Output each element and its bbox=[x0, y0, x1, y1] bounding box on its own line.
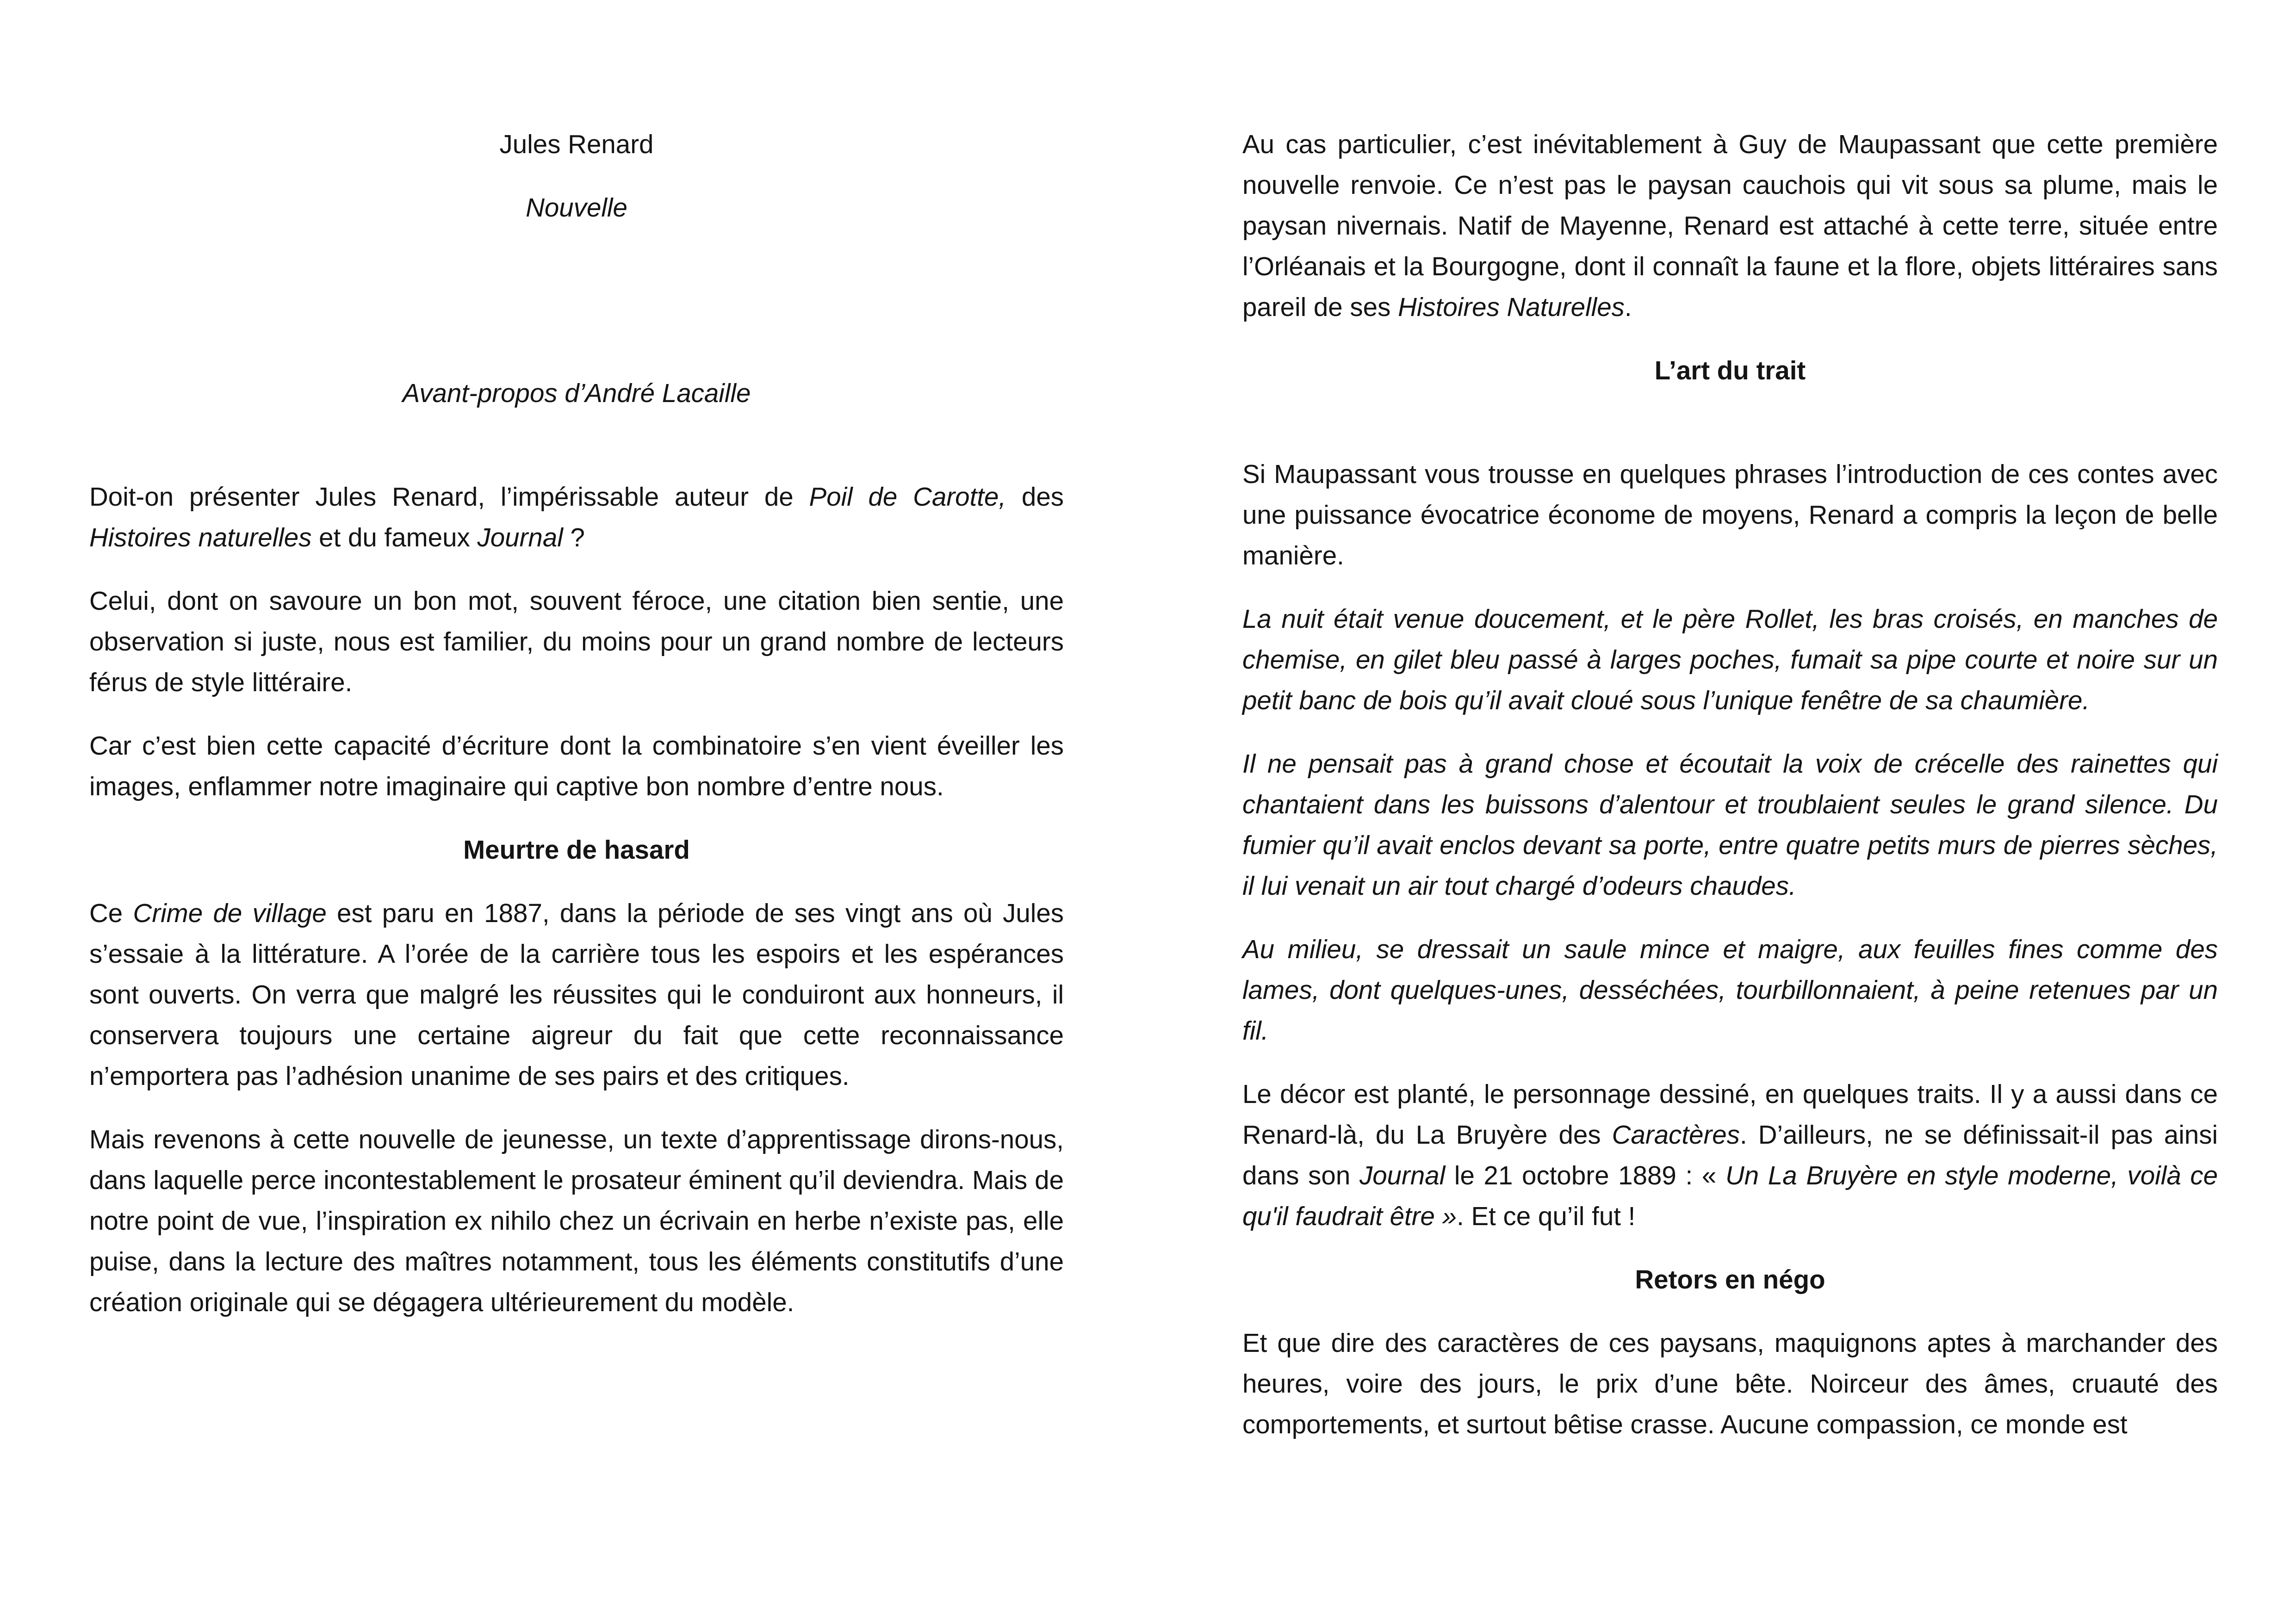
book-title-histoires-naturelles: Histoires naturelles bbox=[89, 523, 312, 552]
right-page bbox=[1242, 124, 2218, 1468]
paragraph-ecriture: Car c’est bien cette capacité d’écriture dont la combinatoire s’en vient éveiller les images, enflammer notre imaginaire qui captive bon nombre d’entre nous. bbox=[89, 731, 1064, 801]
book-title-caracteres: Caractères bbox=[1612, 1120, 1740, 1149]
book-title-poil-de-carotte: Poil de Carotte, bbox=[809, 482, 1006, 511]
paragraph-paysans: Et que dire des caractères de ces paysans, maquignons aptes à marchander des heures, voire des jours, le prix d’une bête. Noirceur des âmes, cruauté des comportements, et surtout bêtise crasse. Aucune compassion, ce monde est bbox=[1242, 1328, 2218, 1439]
book-title-histoires-naturelles: Histoires Naturelles bbox=[1398, 292, 1625, 322]
paragraph-intro bbox=[89, 477, 1064, 558]
book-title-journal: Journal bbox=[1359, 1161, 1446, 1190]
text-run: ? bbox=[563, 523, 585, 552]
text-run: est paru en 1887, dans la période de ses vingt ans où Jules s’essaie à la littérature. A l’orée de la carrière tous les espoirs et les espérances sont ouverts. On verra que malgré les réussites qui le conduiront aux honneurs, il conservera toujours une certaine aigreur du fait que cette reconnaissance n’emportera pas l’adhésion unanime de ses pairs et des critiques. bbox=[89, 898, 1064, 1090]
text-run: . bbox=[1624, 292, 1632, 322]
text-run: . D’ailleurs, ne se définissait-il pas ainsi dans son bbox=[1242, 1120, 2218, 1190]
text-run: . Et ce qu’il fut ! bbox=[1457, 1202, 1636, 1231]
paragraph-lecon: Si Maupassant vous trousse en quelques phrases l’introduction de ces contes avec une puissance évocatrice économe de moyens, Renard a compris la leçon de belle manière. bbox=[1242, 459, 2218, 570]
text-run: Ce bbox=[89, 898, 133, 928]
section-heading-meurtre: Meurtre de hasard bbox=[463, 835, 690, 864]
paragraph-maupassant bbox=[1242, 124, 2218, 328]
author-name: Jules Renard bbox=[499, 130, 654, 159]
paragraph-jeunesse: Mais revenons à cette nouvelle de jeunesse, un texte d’apprentissage dirons-nous, dans laquelle perce incontestablement le prosateur éminent qu’il deviendra. Mais de notre point de vue, l’inspiration ex nihilo chez un écrivain en herbe n’existe pas, elle puise, dans la lecture des maîtres notamment, tous les éléments constitutifs d’une création originale qui se dégagera ultérieurement du modèle. bbox=[89, 1125, 1064, 1317]
preface-credit: Avant-propos d’André Lacaille bbox=[402, 378, 751, 408]
text-run: Au cas particulier, c’est inévitablement à Guy de Maupassant que cette première nouvelle renvoie. Ce n’est pas le paysan cauchois qui vit sous sa plume, mais le paysan nivernais. Natif de Mayenne, Renard est attaché à cette terre, située entre l’Orléanais et la Bourgogne, dont il connaît la faune et la flore, objets littéraires sans pareil de ses bbox=[1242, 130, 2218, 322]
text-run: des bbox=[1006, 482, 1064, 511]
text-run: Le décor est planté, le personnage dessiné, en quelques traits. Il y a aussi dans ce Renard-là, du La Bruyère des bbox=[1242, 1079, 2218, 1149]
text-run: le 21 octobre 1889 : « bbox=[1445, 1161, 1725, 1190]
text-run: Doit-on présenter Jules Renard, l’impérissable auteur de bbox=[89, 482, 809, 511]
section-heading-art-du-trait: L’art du trait bbox=[1654, 356, 1806, 385]
genre-subtitle: Nouvelle bbox=[526, 193, 627, 222]
quote-paragraph-2: Il ne pensait pas à grand chose et écoutait la voix de crécelle des rainettes qui chantaient dans les buissons d’alentour et troublaient seules le grand silence. Du fumier qu’il avait enclos devant sa porte, entre quatre petits murs de pierres sèches, il lui venait un air tout chargé d’odeurs chaudes. bbox=[1242, 749, 2218, 900]
text-run: et du fameux bbox=[311, 523, 478, 552]
paragraph-crime-de-village bbox=[89, 893, 1064, 1096]
paragraph-la-bruyere bbox=[1242, 1074, 2218, 1237]
section-heading-retors: Retors en négo bbox=[1635, 1265, 1825, 1294]
quote-paragraph-1: La nuit était venue doucement, et le père Rollet, les bras croisés, en manches de chemise, en gilet bleu passé à larges poches, fumait sa pipe courte et noire sur un petit banc de bois qu’il avait cloué sous l’unique fenêtre de sa chaumière. bbox=[1242, 604, 2218, 715]
left-page bbox=[89, 124, 1064, 1345]
quote-paragraph-3: Au milieu, se dressait un saule mince et maigre, aux feuilles fines comme des lames, dont quelques-unes, desséchées, tourbillonnaient, à peine retenues par un fil. bbox=[1242, 935, 2218, 1045]
book-title-crime-de-village: Crime de village bbox=[133, 898, 327, 928]
book-title-journal: Journal bbox=[477, 523, 563, 552]
paragraph-bon-mot: Celui, dont on savoure un bon mot, souvent féroce, une citation bien sentie, une observation si juste, nous est familier, du moins pour un grand nombre de lecteurs férus de style littéraire. bbox=[89, 586, 1064, 697]
journal-quote: Un La Bruyère en style moderne, voilà ce qu'il faudrait être » bbox=[1242, 1161, 2218, 1231]
